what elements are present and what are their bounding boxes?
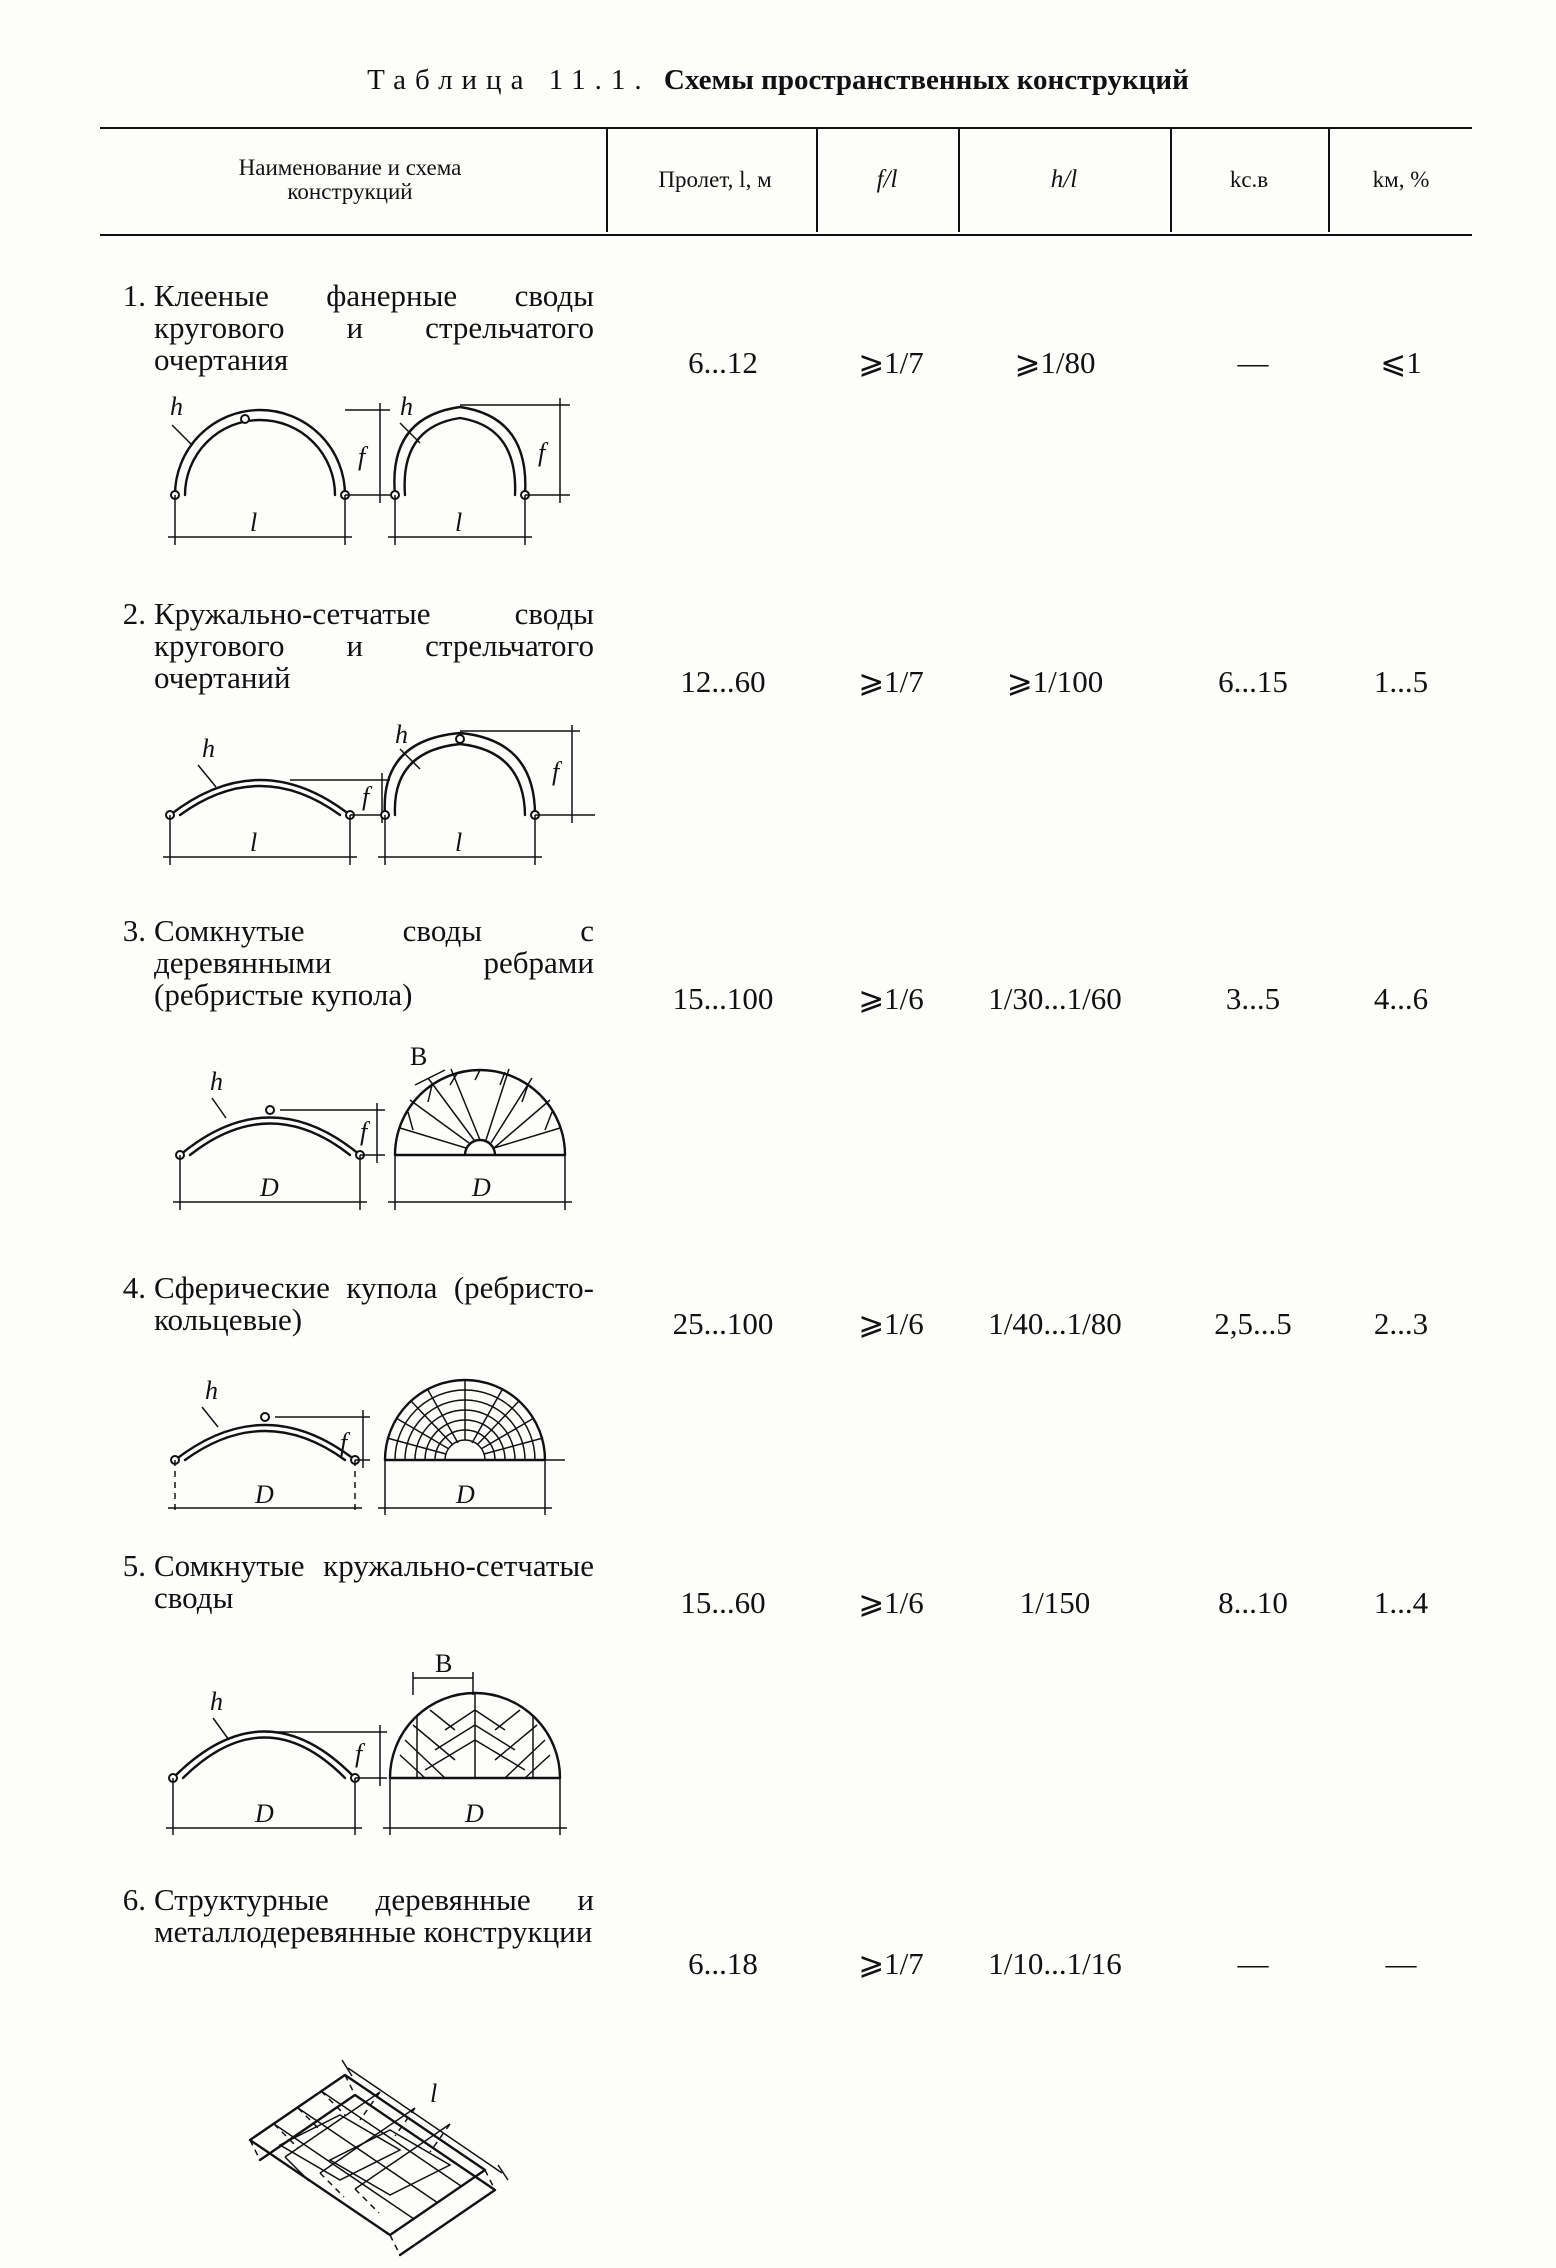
height-label: h [210,1687,223,1716]
height-label: h [170,392,183,421]
diagram-ribbed-dome [160,1040,620,1230]
cell-k-m: 4...6 [1373,981,1429,1016]
column-divider [606,128,608,232]
table-caption-title: Схемы пространственных конструкций [663,64,1189,96]
row-number: 1. [122,278,146,313]
table-row [98,1272,598,1336]
cell-f-l: ⩾1/6 [858,1306,924,1341]
span-label: l [250,828,258,857]
row-number: 3. [122,913,146,948]
rise-label: f [358,442,366,471]
cell-h-l: ⩾1/80 [1014,345,1096,380]
header-span: Пролет, l, м [658,167,772,192]
header-h-l: h/l [1050,166,1078,193]
diameter-label: D [255,1799,274,1828]
cell-h-l: 1/30...1/60 [988,981,1122,1016]
width-label: B [410,1042,428,1071]
diagram-spherical-dome [160,1365,620,1525]
cell-span: 15...100 [672,981,774,1016]
cell-span: 6...12 [688,345,758,380]
row-name: Сомкнутые кружально-сетчатые своды [154,1548,594,1615]
row-number: 2. [122,596,146,631]
diameter-label: D [456,1480,475,1509]
cell-f-l: ⩾1/7 [858,345,924,380]
cell-h-l: 1/150 [1019,1585,1091,1620]
row-name: Сомкнутые своды с деревянными ребрами (ребристые купола) [154,913,594,1012]
row-number: 6. [122,1882,146,1917]
cell-span: 12...60 [680,664,766,699]
header-k-cv: kс.в [1229,167,1269,192]
diameter-label: D [472,1173,491,1202]
span-label: l [430,2079,438,2108]
rise-label: f [552,757,560,786]
cell-k-m: 1...5 [1373,664,1429,699]
header-f-l: f/l [876,166,898,193]
row-name: Структурные деревянные и металлодеревянные конструкции [154,1882,594,1949]
row-name: Клееные фанерные своды кругового и стрельчатого очертания [154,278,594,377]
cell-k-m: ⩽1 [1380,345,1422,380]
diameter-label: D [260,1173,279,1202]
cell-f-l: ⩾1/7 [858,664,924,699]
row-number: 4. [122,1270,146,1305]
table-caption [0,64,1556,97]
diameter-label: D [255,1480,274,1509]
table-row [98,915,598,1011]
row-name: Сферические купола (ребристо-кольцевые) [154,1270,594,1337]
height-label: h [210,1067,223,1096]
rise-label: f [355,1739,363,1768]
cell-f-l: ⩾1/7 [858,1946,924,1981]
cell-h-l: ⩾1/100 [1006,664,1104,699]
span-label: l [455,828,463,857]
cell-k-cv: 8...10 [1218,1585,1288,1620]
cell-f-l: ⩾1/6 [858,981,924,1016]
header-bottom-rule [100,234,1472,236]
table-caption-label: Таблица 11.1. [367,64,651,96]
diameter-label: D [465,1799,484,1828]
rise-label: f [340,1428,348,1457]
header-name: Наименование и схема конструкций [238,155,462,204]
table-row [98,1884,598,1948]
cell-k-m: 1...4 [1373,1585,1429,1620]
cell-k-m: 2...3 [1373,1306,1429,1341]
rise-label: f [360,1117,368,1146]
cell-h-l: 1/10...1/16 [988,1946,1122,1981]
height-label: h [395,720,408,749]
cell-k-cv: 2,5...5 [1214,1306,1292,1341]
table-row [98,280,598,376]
cell-k-cv: — [1237,1946,1269,1981]
cell-span: 15...60 [680,1585,766,1620]
span-label: l [455,508,463,537]
diagram-closed-lamella-vault [155,1650,615,1850]
table-row [98,1550,598,1614]
diagram-space-structure [240,2030,520,2260]
rise-label: f [538,438,546,467]
row-number: 5. [122,1548,146,1583]
height-label: h [202,734,215,763]
cell-k-cv: 6...15 [1218,664,1288,699]
row-name: Кружально-сетчатые своды кругового и стрельчатого очертаний [154,596,594,695]
header-k-m: kм, % [1372,167,1430,192]
diagram-circular-vault [150,392,610,565]
cell-span: 6...18 [688,1946,758,1981]
cell-k-cv: — [1237,345,1269,380]
height-label: h [205,1376,218,1405]
height-label: h [400,392,413,421]
cell-span: 25...100 [672,1306,774,1341]
rise-label: f [362,782,370,811]
width-label: B [435,1649,453,1678]
cell-f-l: ⩾1/6 [858,1585,924,1620]
cell-k-m: — [1385,1946,1417,1981]
cell-k-cv: 3...5 [1225,981,1281,1016]
diagram-lamella-vault [150,720,610,885]
table-row [98,598,598,694]
span-label: l [250,508,258,537]
cell-h-l: 1/40...1/80 [988,1306,1122,1341]
